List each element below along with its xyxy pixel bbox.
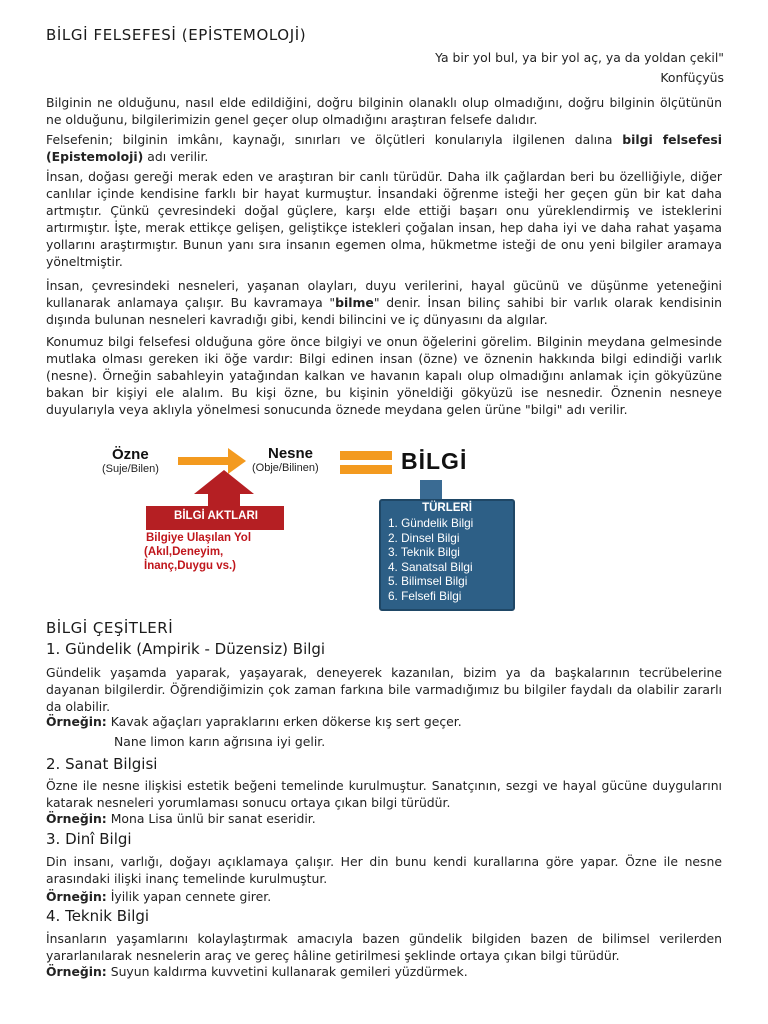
page-title: BİLGİ FELSEFESİ (EPİSTEMOLOJİ) xyxy=(46,26,307,44)
knowledge-diagram xyxy=(96,440,526,612)
subject-to-object-arrow xyxy=(178,448,246,474)
diagram-knowledge-label: BİLGİ xyxy=(401,448,468,474)
knowledge-acts-label: BİLGİ AKTLARI xyxy=(174,510,258,522)
term-bilme: bilme xyxy=(335,295,374,310)
section-heading: BİLGİ ÇEŞİTLERİ xyxy=(46,619,174,637)
types-list xyxy=(388,516,473,604)
section-1-example: Örneğin: Kavak ağaçları yapraklarını erken dökerse kış sert geçer. xyxy=(46,714,462,729)
section-2-title: 2. Sanat Bilgisi xyxy=(46,755,158,773)
section-1-text: Gündelik yaşamda yaparak, yaşayarak, deneyerek kazanılan, bizim ya da başkalarının tecrübelerine dayanan bilgilerdir. Öğrendiğimizin çok zaman farkına bile varmadığımız bu bilgiler faydalı da olabilir zararlı da olabilir. xyxy=(46,665,722,714)
equals-icon xyxy=(340,451,392,474)
types-list-item: 6. Felsefi Bilgi xyxy=(388,588,462,603)
section-4-text: İnsanların yaşamlarını kolaylaştırmak amacıyla bazen gündelik bilgiden bazen de bilimsel verilerden yararlanılarak nesnelerin araç ve gereç hâline getirilmesi şeklinde ortaya çıkan bilgi türüdür. xyxy=(46,931,722,963)
paragraph-epistemology: Felsefenin; bilginin imkânı, kaynağı, sınırları ve ölçütleri konularıyla ilgilenen dalına bilgi felsefesi (Epistemoloji) adı verilir. xyxy=(46,132,723,164)
section-1-example-2: Nane limon karın ağrısına iyi gelir. xyxy=(114,734,326,749)
types-list-item: 3. Teknik Bilgi xyxy=(388,545,460,560)
section-1-title: 1. Gündelik (Ampirik - Düzensiz) Bilgi xyxy=(46,640,326,658)
types-list-item: 2. Dinsel Bilgi xyxy=(388,530,460,545)
section-2-text: Özne ile nesne ilişkisi estetik beğeni temelinde kurulmuştur. Sanatçının, sezgi ve hayal gücüne duygularını katarak nesneleri yorumlaması sonucu ortaya çıkan bilgi türüdür. xyxy=(46,778,722,810)
types-title: TÜRLERİ xyxy=(422,502,472,514)
knowledge-path-line1: (Akıl,Deneyim, xyxy=(144,546,224,558)
knowledge-path-title: Bilgiye Ulaşılan Yol xyxy=(146,532,252,544)
section-3-text: Din insanı, varlığı, doğayı açıklamaya çalışır. Her din bunu kendi kurallarına göre yapar. Özne ile nesne arasındaki ilişki inanç temelinde kurulmuştur. xyxy=(46,854,722,886)
types-list-item: 1. Gündelik Bilgi xyxy=(388,516,474,530)
diagram-subject-sub: (Suje/Bilen) xyxy=(102,463,159,475)
types-list-item: 5. Bilimsel Bilgi xyxy=(388,574,468,589)
section-2-example: Örneğin: Mona Lisa ünlü bir sanat eseridir. xyxy=(46,811,316,826)
diagram-subject-label: Özne xyxy=(112,446,149,463)
quote-author: Konfüçyüs xyxy=(660,70,724,85)
diagram-object-sub: (Obje/Bilinen) xyxy=(252,462,319,474)
section-4-example: Örneğin: Suyun kaldırma kuvvetini kullanarak gemileri yüzdürmek. xyxy=(46,964,468,979)
knowledge-path-line2: İnanç,Duygu vs.) xyxy=(144,560,237,572)
paragraph-definition: Bilginin ne olduğunu, nasıl elde edildiğini, doğru bilginin olanaklı olup olmadığını, doğru bilginin ölçütünün ne olduğunu, bilgilerimizin genel geçer olup olmadığını araştıran felsefe dalıdır. xyxy=(46,95,722,127)
section-3-title: 3. Dinî Bilgi xyxy=(46,830,132,848)
paragraph-subject-object: Konumuz bilgi felsefesi olduğuna göre önce bilgiyi ve onun öğelerini görelim. Bilginin meydana gelmesinde mutlaka olması gereken iki öğe vardır: Bilgi edinen insan (özne) ve öznenin hakkında bilgi edindiği varlık (nesne). Örneğin sabahleyin yatağından kalkan ve havanın kapalı olup olmadığını anlamak için gökyüzüne bakan bir kişiyi ele alalım. Bu kişi özne, bu kişinin yöneldiği gökyüzü ise nesnedir. Öznenin nesneye duyularıyla veya aklıyla yönelmesi sonucunda öznede meydana gelen ürüne "bilgi" adı verilir. xyxy=(46,334,722,417)
diagram-object-label: Nesne xyxy=(268,445,314,462)
types-list-item: 4. Sanatsal Bilgi xyxy=(388,559,473,574)
paragraph-human-curiosity: İnsan, doğası gereği merak eden ve araştıran bir canlı türüdür. Daha ilk çağlardan beri bu özelliğiyle, diğer canlılar içinde kendisine farklı bir hayat kurmuştur. İnsandaki öğrenme isteği her geçen gün bir kat daha artmıştır. Çünkü çevresindeki doğal güçlere, karşı elde ettiği başarı onu yüreklendirmiş ve isteklerini artırmıştır. İşte, merak ettikçe gelişen, geliştikçe istekleri çoğalan insan, hep daha iyi ve daha rahat yaşama yollarını araştırmıştır. Bunun yanı sıra insanın egemen olma, hükmetme isteği de onu yeni bilgiler aramaya yöneltmiştir. xyxy=(46,169,722,269)
quote-text: Ya bir yol bul, ya bir yol aç, ya da yoldan çekil" xyxy=(435,50,724,65)
section-4-title: 4. Teknik Bilgi xyxy=(46,907,150,925)
paragraph-knowing: İnsan, çevresindeki nesneleri, yaşanan olayları, duyu verilerini, hayal gücünü ve düşünme yeteneğini kullanarak anlamaya çalışır. Bu kavramaya "bilme" denir. İnsan bilinç sahibi bir varlık olarak kendisinin dışında bulunan nesneleri kavradığı gibi, kendi bilincini ve iç dünyasını da algılar. xyxy=(46,278,722,327)
section-3-example: Örneğin: İyilik yapan cennete girer. xyxy=(46,889,272,904)
term-epistemology: bilgi felsefesi (Epistemoloji) xyxy=(46,132,723,164)
